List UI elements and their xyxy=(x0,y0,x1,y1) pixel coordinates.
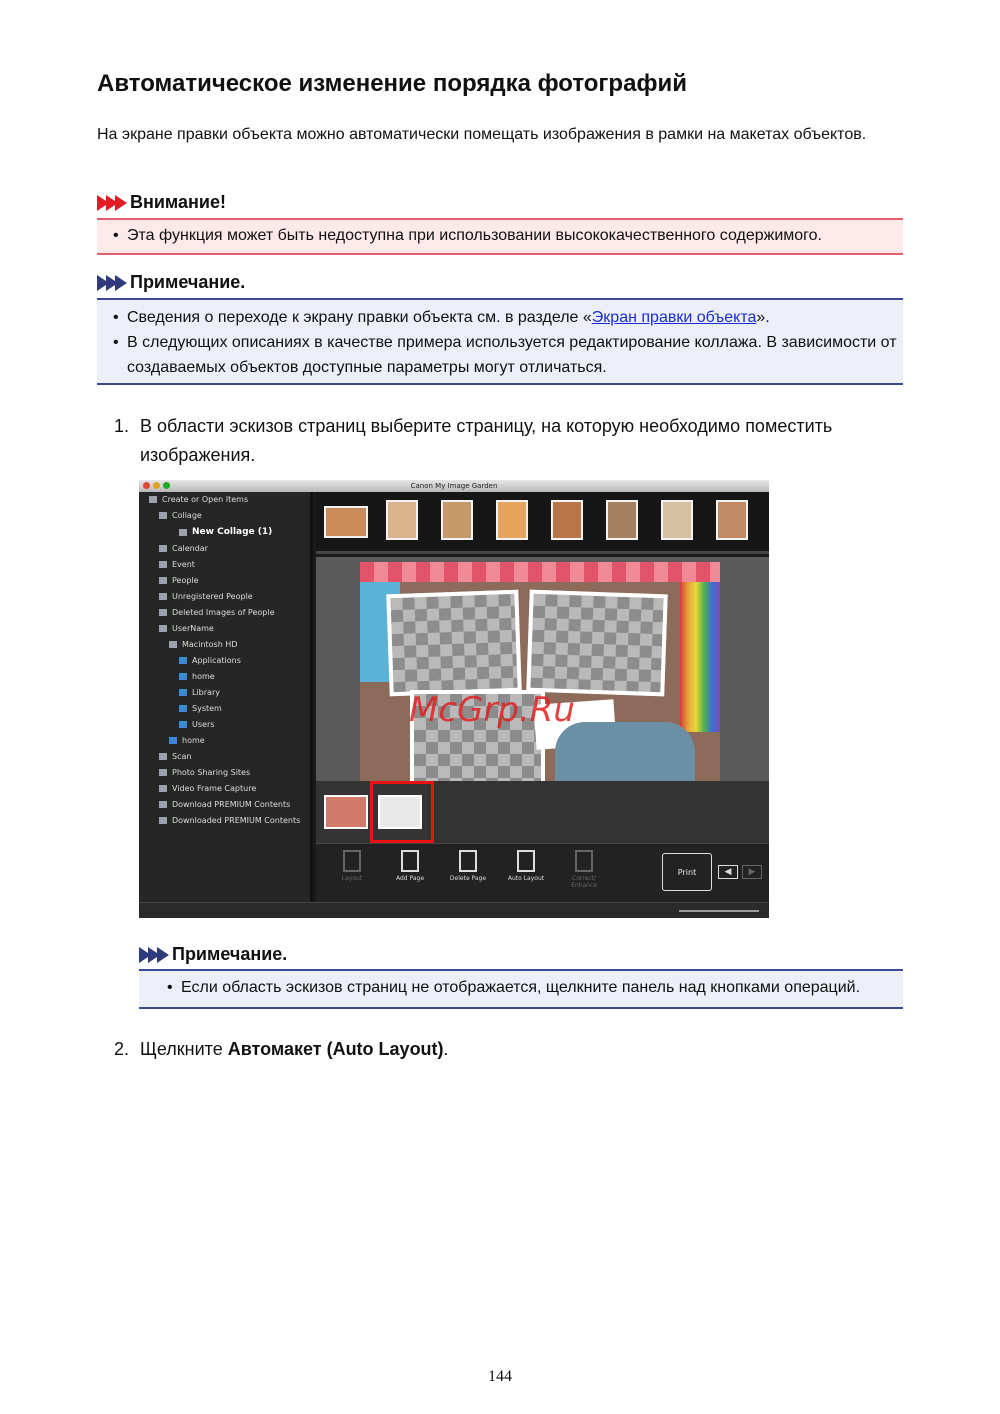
minimize-icon xyxy=(153,482,160,489)
warning-heading xyxy=(97,192,226,213)
tree-item[interactable]: Library xyxy=(179,688,220,697)
edit-screen-link[interactable]: Экран правки объекта xyxy=(591,309,757,326)
photo-frame-empty[interactable] xyxy=(386,590,521,697)
selection-highlight xyxy=(370,781,434,843)
add-page-button[interactable]: Add Page xyxy=(388,850,432,882)
tree-item[interactable]: Applications xyxy=(179,656,241,665)
image-thumbnail[interactable] xyxy=(324,506,368,538)
delete-page-button[interactable]: Delete Page xyxy=(446,850,490,882)
forward-arrow-icon[interactable]: ▶ xyxy=(742,865,762,879)
note-item: • В следующих описаниях в качестве примера используется редактирование коллажа. В зависимости от создаваемых объектов доступные параметры могут отличаться. xyxy=(113,334,897,376)
warning-box xyxy=(97,218,903,255)
collage-page[interactable] xyxy=(360,562,720,781)
tree-item[interactable]: UserName xyxy=(159,624,214,633)
intro-paragraph: На экране правки объекта можно автоматически помещать изображения в рамки на макетах объектов. xyxy=(97,126,867,143)
image-thumbnail[interactable] xyxy=(716,500,748,540)
tree-item[interactable]: Download PREMIUM Contents xyxy=(159,800,290,809)
image-thumbnail[interactable] xyxy=(496,500,528,540)
image-thumbnail[interactable] xyxy=(661,500,693,540)
image-thumbnail[interactable] xyxy=(551,500,583,540)
tree-item[interactable]: Calendar xyxy=(159,544,208,553)
correct-enhance-button[interactable]: Correct/ Enhance xyxy=(562,850,606,889)
page-number: 144 xyxy=(488,1368,512,1385)
watermark: McGrp.Ru xyxy=(409,690,575,730)
tree-item[interactable]: Create or Open Items xyxy=(149,495,248,504)
tree-item[interactable]: Unregistered People xyxy=(159,592,253,601)
zoom-slider[interactable] xyxy=(679,910,759,912)
note-heading xyxy=(139,944,287,965)
note-heading xyxy=(97,272,245,293)
note-item: • Если область эскизов страниц не отображается, щелкните панель над кнопками операций. xyxy=(167,979,861,996)
tree-item[interactable]: Macintosh HD xyxy=(169,640,237,649)
warning-item: • Эта функция может быть недоступна при использовании высококачественного содержимого. xyxy=(113,227,822,244)
page-thumbnail[interactable] xyxy=(324,795,368,829)
tree-item[interactable]: Video Frame Capture xyxy=(159,784,256,793)
note-heading-text: Примечание. xyxy=(172,944,288,964)
photo-frame-empty[interactable] xyxy=(526,590,667,697)
image-thumbnail[interactable] xyxy=(606,500,638,540)
note-arrows-icon xyxy=(97,275,124,291)
print-button[interactable]: Print xyxy=(662,853,712,891)
tree-item[interactable]: People xyxy=(159,576,199,585)
step-1: 1. В области эскизов страниц выберите страницу, на которую необходимо поместить изображения. xyxy=(114,416,833,465)
image-thumbnail[interactable] xyxy=(441,500,473,540)
collage-rainbow xyxy=(680,582,720,732)
tree-item[interactable]: Downloaded PREMIUM Contents xyxy=(159,816,300,825)
tree-item-selected[interactable]: New Collage (1) xyxy=(179,527,272,537)
note-arrows-icon xyxy=(139,947,166,963)
layout-button[interactable]: Layout xyxy=(330,850,374,882)
close-icon xyxy=(143,482,150,489)
tree-item[interactable]: Event xyxy=(159,560,195,569)
tree-item[interactable]: Users xyxy=(179,720,214,729)
image-thumbnail[interactable] xyxy=(386,500,418,540)
tree-item[interactable]: System xyxy=(179,704,222,713)
edit-canvas xyxy=(316,557,769,781)
warning-heading-text: Внимание! xyxy=(130,192,226,212)
app-screenshot xyxy=(139,480,769,918)
window-controls xyxy=(143,482,173,489)
note-box xyxy=(139,969,903,1009)
warning-arrows-icon xyxy=(97,195,124,211)
step-2: 2. Щелкните Автомакет (Auto Layout). xyxy=(114,1039,449,1059)
tree-item[interactable]: home xyxy=(169,736,205,745)
tree-item[interactable]: Collage xyxy=(159,511,202,520)
operations-toolbar xyxy=(316,843,769,902)
note-item: • Сведения о переходе к экрану правки объекта см. в разделе «Экран правки объекта». xyxy=(113,309,770,326)
tree-item[interactable]: Photo Sharing Sites xyxy=(159,768,250,777)
status-bar xyxy=(139,902,769,918)
back-arrow-icon[interactable]: ◀ xyxy=(718,865,738,879)
collage-elephant xyxy=(555,722,695,781)
tree-item[interactable]: Deleted Images of People xyxy=(159,608,275,617)
sidebar-tree xyxy=(139,492,313,902)
tree-item[interactable]: Scan xyxy=(159,752,191,761)
page-title: Автоматическое изменение порядка фотографий xyxy=(97,70,687,97)
zoom-icon xyxy=(163,482,170,489)
collage-banner xyxy=(360,562,720,582)
window-titlebar xyxy=(139,480,769,492)
tree-item[interactable]: home xyxy=(179,672,215,681)
window-title: Canon My Image Garden xyxy=(410,482,498,490)
image-thumbnail-strip xyxy=(316,492,769,554)
note-box xyxy=(97,298,903,385)
note-heading-text: Примечание. xyxy=(130,272,246,292)
auto-layout-button[interactable]: Auto Layout xyxy=(504,850,548,882)
page-thumbnail-area[interactable] xyxy=(316,781,769,843)
